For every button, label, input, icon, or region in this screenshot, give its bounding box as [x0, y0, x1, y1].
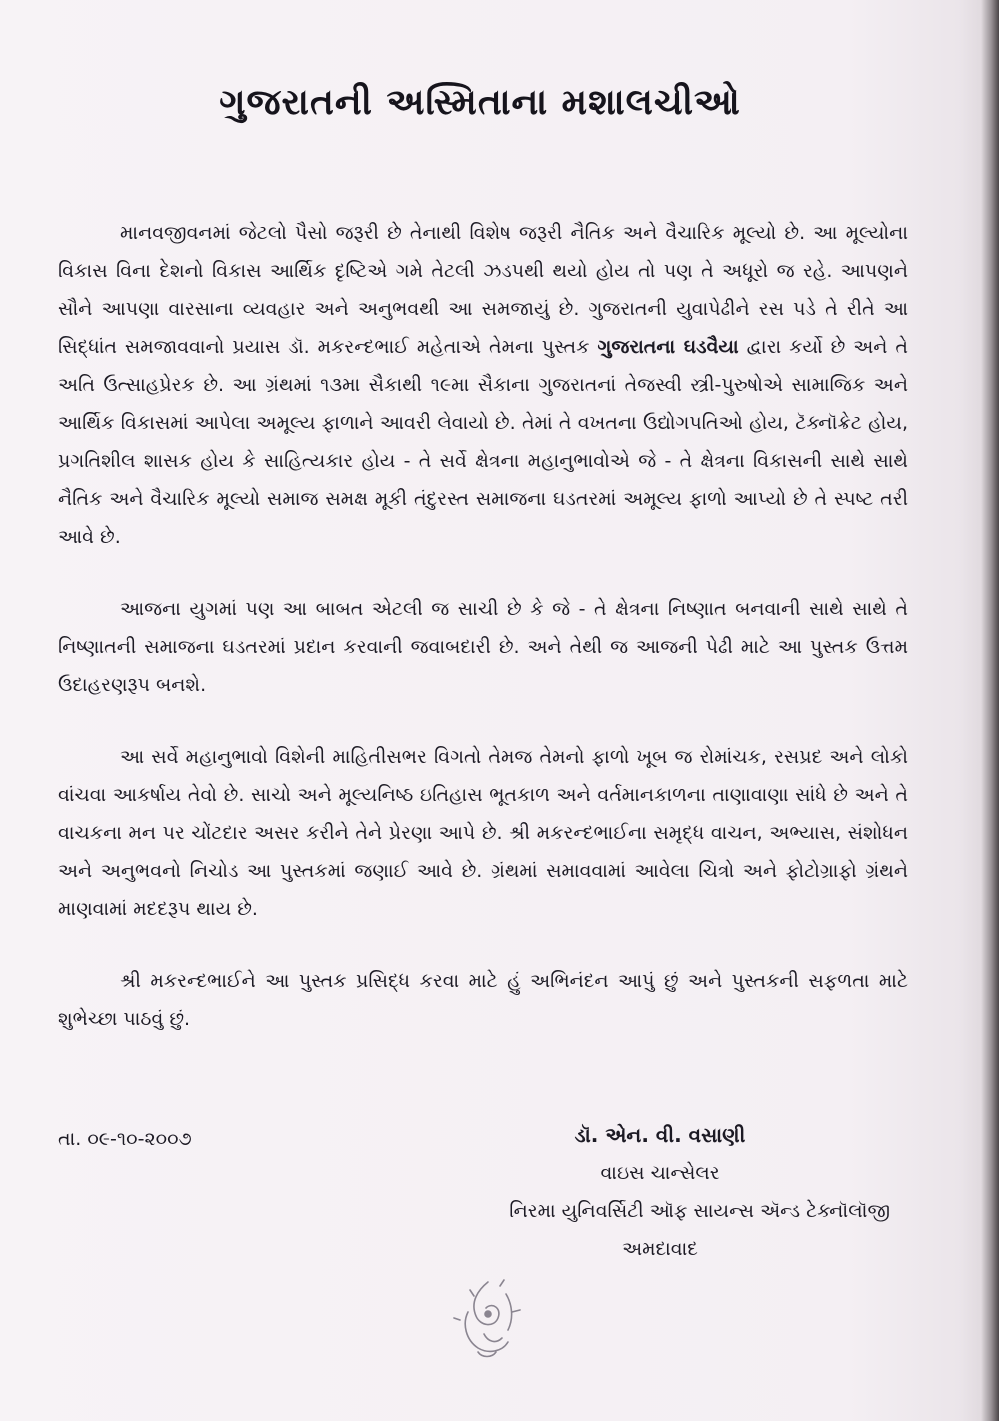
signatory-designation: વાઇસ ચાન્સેલર: [600, 1162, 720, 1184]
page-title: ગુજરાતની અસ્મિતાના મશાલચીઓ: [219, 82, 741, 123]
date-line: તા. ૦૯-૧૦-૨૦૦૭: [58, 1128, 192, 1150]
paragraph-4: શ્રી મકરન્દભાઈને આ પુસ્તક પ્રસિદ્ધ કરવા માટે હું અભિનંદન આપું છું અને પુસ્તકની સફળતા માટે શુભેચ્છા પાઠવું છું.: [58, 970, 908, 1030]
foreword-body: [58, 214, 908, 1072]
paragraph-3: આ સર્વે મહાનુભાવો વિશેની માહિતીસભર વિગતો તેમજ તેમનો ફાળો ખૂબ જ રોમાંચક, રસપ્રદ અને લોકો વાંચવા આકર્ષાય તેવો છે. સાચો અને મૂલ્યનિષ્ઠ ઇતિહાસ ભૂતકાળ અને વર્તમાનકાળના તાણાવાણા સાંધે છે અને તે વાચકના મન પર ચોંટદાર અસર કરીને તેને પ્રેરણા આપે છે. શ્રી મકરન્દભાઈના સમૃદ્ધ વાચન, અભ્યાસ, સંશોધન અને અનુભવનો નિચોડ આ પુસ્તકમાં જણાઈ આવે છે. ગ્રંથમાં સમાવવામાં આવેલા ચિત્રો અને ફોટોગ્રાફો ગ્રંથને માણવામાં મદદરૂપ થાય છે.: [58, 746, 908, 920]
paragraph-2: આજના યુગમાં પણ આ બાબત એટલી જ સાચી છે કે જે - તે ક્ષેત્રના નિષ્ણાત બનવાની સાથે સાથે તે નિષ્ણાતની સમાજના ઘડતરમાં પ્રદાન કરવાની જવાબદારી છે. અને તેથી જ આજની પેઢી માટે આ પુસ્તક ઉત્તમ ઉદાહરણરૂપ બનશે.: [58, 598, 908, 696]
book-binding-edge: [981, 0, 999, 1421]
signature-block: [430, 1116, 890, 1268]
paragraph-1-text-a: માનવજીવનમાં જેટલો પૈસો જરૂરી છે તેનાથી વિશેષ જરૂરી નૈતિક અને વૈચારિક મૂલ્યો છે. આ મૂલ્યોના વિકાસ વિના દેશનો વિકાસ આર્થિક દૃષ્ટિએ ગમે તેટલી ઝડપથી થયો હોય તો પણ તે અધૂરો જ રહે. આપણને સૌને આપણા વારસાના વ્યવહાર અને અનુભવથી આ સમજાયું છે. ગુજરાતની યુવાપેઢીને રસ પડે તે રીતે આ સિદ્ધાંત સમજાવવાનો પ્રયાસ ડૉ. મકરન્દભાઈ મહેતાએ તેમના પુસ્તક: [58, 222, 908, 358]
signatory-organization: નિરમા યુનિવર્સિટી ઑફ સાયન્સ ઍન્ડ ટેક્નૉલૉજી: [509, 1200, 890, 1222]
signatory-city: અમદાવાદ: [622, 1238, 698, 1260]
paragraph-1: [58, 214, 908, 556]
decorative-emblem-icon: [448, 1272, 528, 1362]
signatory-name: ડૉ. એન. વી. વસાણી: [574, 1123, 746, 1147]
book-title: ગુજરાતના ઘડવૈયા: [597, 336, 739, 358]
paragraph-1-text-b: દ્વારા કર્યો છે અને તે અતિ ઉત્સાહપ્રેરક છે. આ ગ્રંથમાં ૧૩મા સૈકાથી ૧૯મા સૈકાના ગુજરાતનાં તેજસ્વી સ્ત્રી-પુરુષોએ સામાજિક અને આર્થિક વિકાસમાં આપેલા અમૂલ્ય ફાળાને આવરી લેવાયો છે. તેમાં તે વખતના ઉદ્યોગપતિઓ હોય, ટૅક્નૉક્રેટ હોય, પ્રગતિશીલ શાસક હોય કે સાહિત્યકાર હોય - તે સર્વે ક્ષેત્રના મહાનુભાવોએ જે - તે ક્ષેત્રના વિકાસની સાથે સાથે નૈતિક અને વૈચારિક મૂલ્યો સમાજ સમક્ષ મૂકી તંદુરસ્ત સમાજના ઘડતરમાં અમૂલ્ય ફાળો આપ્યો છે તે સ્પષ્ટ તરી આવે છે.: [58, 336, 908, 548]
